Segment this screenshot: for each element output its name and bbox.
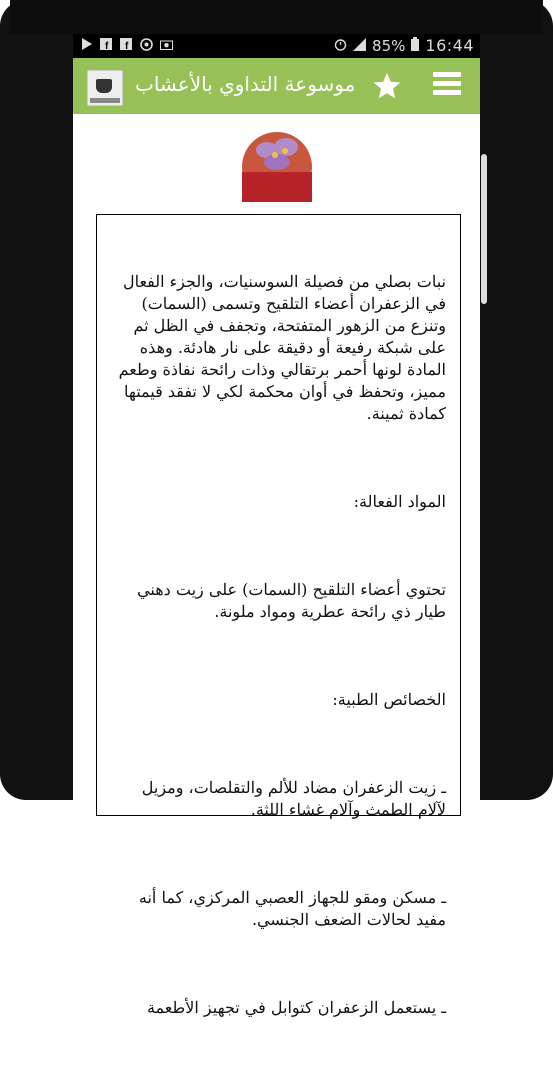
article-box: [96, 214, 461, 1017]
medical-item-3: ـ يستعمل الزعفران كتوابل في تجهيز الأطعمة: [146, 998, 446, 1017]
active-substances-paragraph: تحتوي أعضاء التلقيح (السمات) على زيت دهني طيار ذي رائحة عطرية ومواد ملونة.: [131, 580, 446, 621]
active-substances-heading: المواد الفعالة:: [353, 492, 446, 511]
star-icon: [372, 71, 402, 101]
whatsapp-icon: [139, 37, 153, 51]
favorite-button[interactable]: [369, 68, 405, 104]
device-top-bezel: [10, 0, 543, 34]
system-status: [334, 36, 474, 55]
medical-item-2: ـ مسكن ومقو للجهاز العصبي المركزي، كما أنه مفيد لحالات الضعف الجنسي.: [133, 888, 446, 929]
screen: [73, 34, 480, 1017]
medical-properties-heading: الخصائص الطبية:: [332, 690, 446, 709]
play-icon: [79, 37, 93, 51]
intro-paragraph: نبات بصلي من فصيلة السوسنيات، والجزء الفعال في الزعفران أعضاء التلقيح وتسمى (السمات) وتنزع من الزهور المتفتحة، وتجفف في الظل ثم على شبكة رفيعة أو دقيقة على نار هادئة. وهذه المادة لونها أحمر برتقالي وذات رائحة نفاذة وطعم مميز، وتحفظ في أوان محكمة لكي لا تفقد قيمتها كمادة ثمينة.: [113, 272, 446, 423]
clock: 16:44: [425, 36, 474, 55]
status-bar: [73, 34, 480, 58]
battery-icon: [411, 37, 419, 55]
app-title: موسوعة التداوي بالأعشاب: [135, 72, 356, 96]
app-logo: [87, 70, 123, 106]
saffron-image: [242, 132, 312, 202]
article-text: [114, 227, 446, 1085]
medical-item-1: ـ زيت الزعفران مضاد للألم والتقلصات، ومزيل لآلام الطمث وآلام غشاء اللثة.: [136, 778, 446, 819]
app-bar: [73, 58, 480, 114]
svg-text:f: f: [105, 41, 109, 52]
facebook-icon: [119, 37, 133, 51]
list-menu-icon: [433, 72, 461, 77]
facebook-icon: [99, 37, 113, 51]
scroll-indicator: [481, 154, 487, 304]
signal-icon: [353, 37, 366, 55]
camera-icon: [159, 37, 173, 51]
svg-text:f: f: [125, 41, 129, 52]
notification-icons: [79, 37, 173, 51]
menu-button[interactable]: [433, 72, 461, 100]
alarm-icon: [334, 37, 347, 55]
battery-percent: 85%: [372, 36, 406, 55]
